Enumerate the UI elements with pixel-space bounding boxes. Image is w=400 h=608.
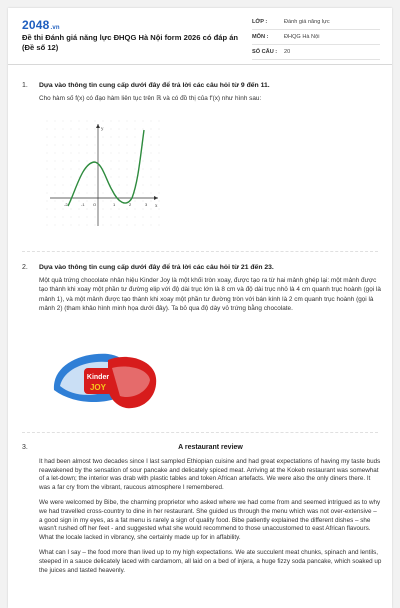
exam-meta [252,15,380,60]
question-heading: Dựa vào thông tin cung cấp dưới đây để trả lời các câu hỏi từ 9 đến 11. [39,82,270,89]
tick-label: -2 [64,202,68,207]
question-text: Cho hàm số f(x) có đạo hàm liên tục trên ℝ và có đồ thị của f′(x) như hình sau: [39,95,262,102]
meta-row-subject: MÔN : ĐHQG Hà Nội [252,30,380,45]
egg-brand-top: Kinder [86,374,110,381]
document-header [8,8,392,65]
question-1 [22,82,382,103]
exam-title: Đề thi Đánh giá năng lực ĐHQG Hà Nội form 2026 có đáp án (Đề số 12) [22,33,239,52]
review-title: A restaurant review [178,444,243,451]
site-logo[interactable]: 2048.vn [22,18,60,32]
review-paragraph: We were welcomed by Bibe, the charming proprietor who asked where we had come from and seemed intrigued as to why we had travelled cross-country to dine in her restaurant. She guided us through the menu which was not over-extensive – a good sign in my eyes, as a fat menu is rarely a sign of quality food. Bibe patiently explained the different dishes – she wasn't rushed off her feet - and suggested what she would recommend to those unaccustomed to east African flavours. What the locale lacked in vibrancy, she certainly made up for in affability. [39,499,381,541]
meta-row-count: SỐ CÂU : 20 [252,45,380,60]
document-page [8,8,392,608]
egg-brand-bottom: JOY [89,383,107,392]
tick-label: -1 [81,202,85,207]
review-paragraph: What can I say – the food more than lived up to my high expectations. We ate succulent meat chunks, spinach and lentils, steeped in a sauce delicately laced with cardamom, all laid on a bed of injera, a huge fizzy soda pancake, which soaked up the juices and tasted heavenly. [39,549,382,574]
tick-label: 2 [129,202,132,207]
tick-label: 1 [113,202,116,207]
tick-label: 3 [145,202,148,207]
question-3 [22,444,382,575]
question-heading: Dựa vào thông tin cung cấp dưới đây để trả lời các câu hỏi từ 21 đến 23. [39,264,274,271]
question-2 [22,264,382,314]
y-axis-label: y [101,127,104,132]
question-text: Một quả trứng chocolate nhân hiệu Kinder Joy là một khối tròn xoay, được tạo ra từ hai mảnh ghép lại: một mảnh được tạo thành khi xoay một phần tư đường elip với độ dài trục lớn là 8 cm và độ dài trục nhỏ là 4 cm quanh trục hoành (gọi là mảnh 1), và một mảnh được tạo thành khi xoay một phần tư đường tròn với bán kính là 2 cm quanh trục hoành (gọi là mảnh 2) (tham khảo hình minh họa dưới đây). Ta bỏ qua độ dày vỏ trứng bằng chocolate. [39,277,381,313]
question-number: 3. [22,444,28,451]
x-axis-label: x [155,204,158,209]
question-number: 1. [22,82,28,89]
kinder-joy-egg-image [48,338,160,414]
derivative-graph [46,120,162,230]
question-number: 2. [22,264,28,271]
divider [22,432,378,433]
meta-row-class: LỚP : Đánh giá năng lực [252,15,380,30]
divider [22,251,378,252]
tick-label: O [93,202,97,207]
review-paragraph: It had been almost two decades since I last sampled Ethiopian cuisine and had great expectations of having my taste buds reawakened by the sensation of sour pancake and delicately spiced meat. Arriving at the Kokeb restaurant was somewhat of a let-down; the interior was drab with plastic tables and token African artefacts. We were also the only diners there. It was a far cry from the vibrant, raucous atmosphere I remembered. [39,458,381,491]
